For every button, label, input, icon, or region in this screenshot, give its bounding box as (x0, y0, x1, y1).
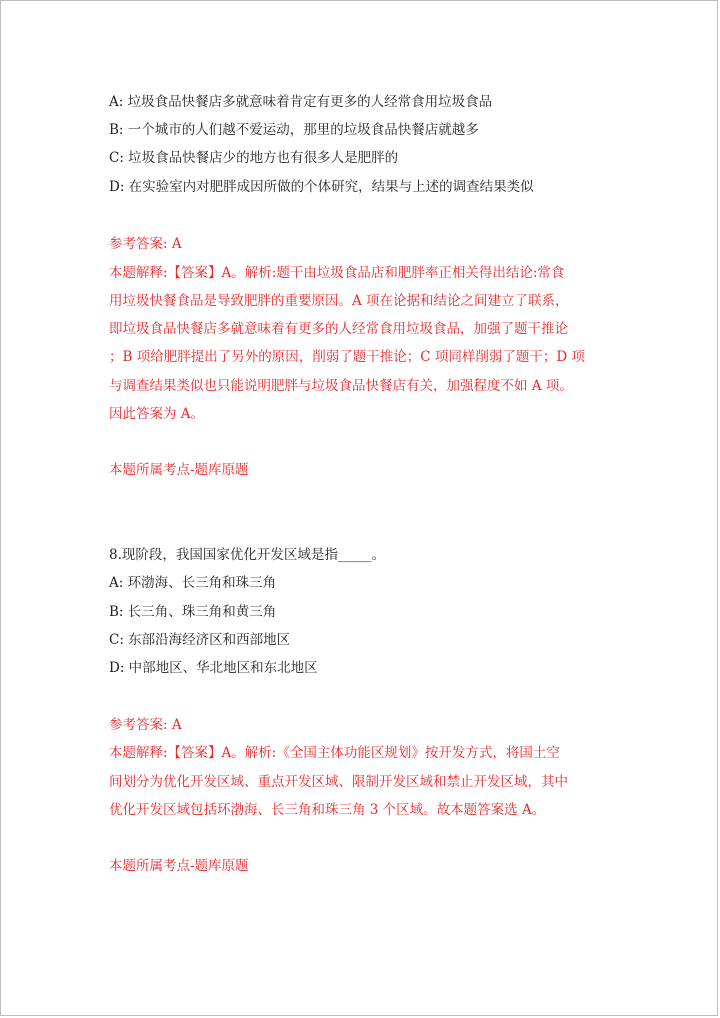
q7-option-a: A: 垃圾食品快餐店多就意味着肯定有更多的人经常食用垃圾食品 (109, 94, 493, 110)
q8-explanation-line-2: 间划分为优化开发区域、重点开发区域、限制开发区域和禁止开发区域，其中 (109, 774, 568, 790)
q7-explanation-line-3: 即垃圾食品快餐店多就意味着有更多的人经常食用垃圾食品，加强了题干推论 (109, 321, 568, 337)
q7-option-c: C: 垃圾食品快餐店少的地方也有很多人是肥胖的 (109, 150, 399, 166)
q7-option-d: D: 在实验室内对肥胖成因所做的个体研究，结果与上述的调查结果类似 (109, 179, 534, 195)
q8-explanation-line-3: 优化开发区域包括环渤海、长三角和珠三角 3 个区域。故本题答案选 A。 (109, 802, 546, 818)
q7-explanation-line-1: 本题解释:【答案】A。解析:题干由垃圾食品店和肥胖率正相关得出结论:常食 (109, 265, 565, 281)
q8-source: 本题所属考点-题库原题 (109, 858, 249, 874)
q8-option-d: D: 中部地区、华北地区和东北地区 (109, 660, 318, 676)
q8-option-c: C: 东部沿海经济区和西部地区 (109, 632, 291, 648)
q8-option-a: A: 环渤海、长三角和珠三角 (109, 575, 277, 591)
q7-explanation-line-6: 因此答案为 A。 (109, 406, 205, 422)
q7-explanation-line-5: 与调查结果类似也只能说明肥胖与垃圾食品快餐店有关，加强程度不如 A 项。 (109, 378, 573, 394)
q7-explanation-line-4: ；B 项给肥胖提出了另外的原因，削弱了题干推论；C 项同样削弱了题干；D 项 (109, 349, 585, 365)
q8-explanation-line-1: 本题解释:【答案】A。解析:《全国主体功能区规划》按开发方式，将国土空 (109, 745, 560, 761)
q8-option-b: B: 长三角、珠三角和黄三角 (109, 604, 277, 620)
q7-explanation-line-2: 用垃圾快餐食品是导致肥胖的重要原因。A 项在论据和结论之间建立了联系， (109, 293, 569, 309)
q8-stem: 8.现阶段，我国国家优化开发区域是指_____。 (109, 547, 386, 563)
q7-answer: 参考答案: A (109, 236, 182, 252)
q7-option-b: B: 一个城市的人们越不爱运动，那里的垃圾食品快餐店就越多 (109, 122, 479, 138)
q7-source: 本题所属考点-题库原题 (109, 462, 249, 478)
q8-answer: 参考答案: A (109, 717, 182, 733)
